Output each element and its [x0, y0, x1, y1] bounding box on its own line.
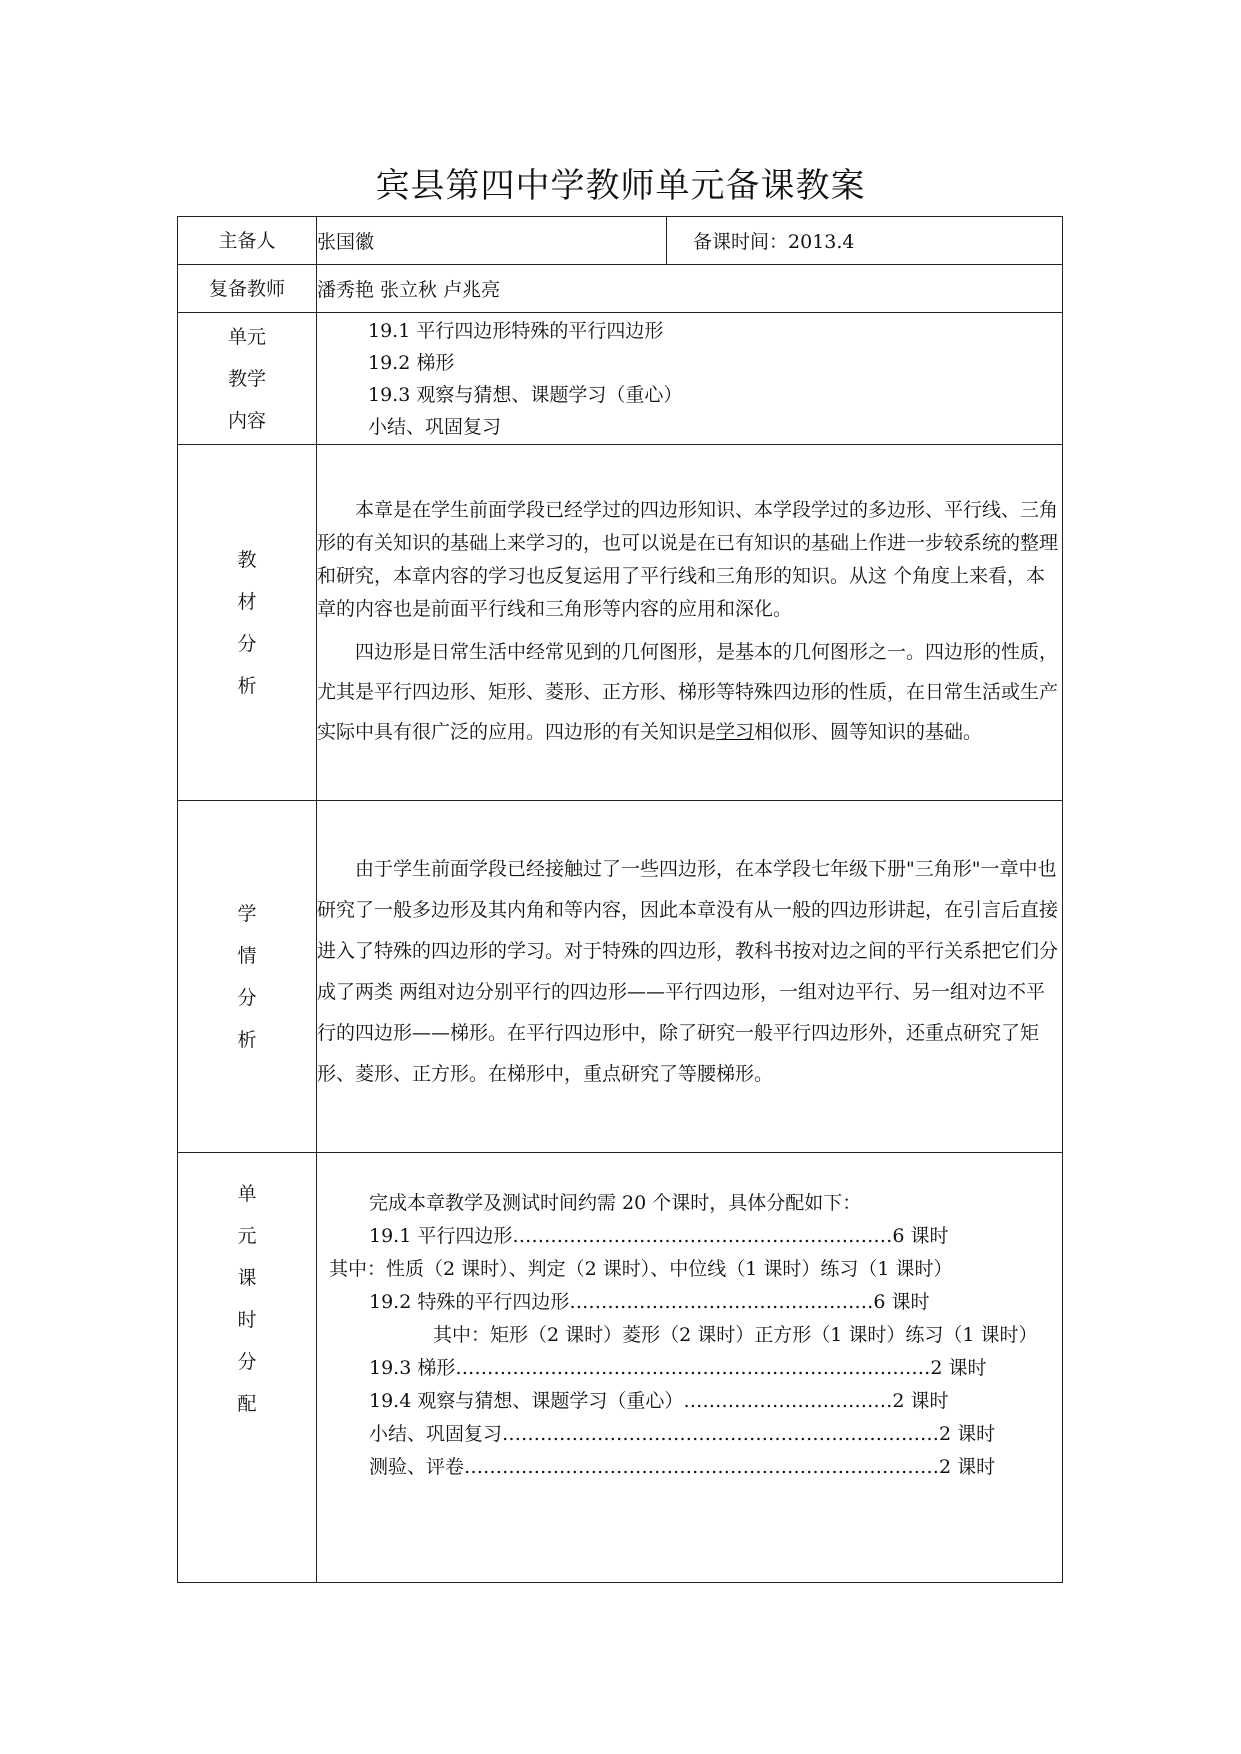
lead-teacher-label: 主备人	[178, 217, 317, 265]
unit-content-item: 19.3 观察与猜想、课题学习（重心）	[368, 383, 683, 406]
material-analysis-body	[317, 445, 1063, 801]
document-title: 宾县第四中学教师单元备课教案	[375, 166, 866, 206]
material-analysis-label-3: 分	[237, 632, 257, 655]
hour-allocation-line: 其中：性质（2 课时）、判定（2 课时）、中位线（1 课时）练习（1 课时）	[329, 1258, 953, 1280]
hour-allocation-line: 小结、巩固复习……………………………………………………………2 课时	[369, 1423, 996, 1445]
hour-allocation-line: 19.1 平行四边形……………………………………………………6 课时	[369, 1225, 949, 1247]
material-analysis-para-1: 本章是在学生前面学段已经学过的四边形知识、本学段学过的多边形、平行线、三角形的有关知识的基础上来学习的，也可以说是在已有知识的基础上作进一步较系统的整理和研究，本章内容的学习也反复运用了平行线和三角形的知识。从这 个角度上来看，本章的内容也是前面平行线和三角形等内容的应用和深化。	[317, 498, 1059, 620]
unit-content-label-3: 内容	[227, 409, 266, 432]
unit-content-item: 19.2 梯形	[368, 351, 455, 374]
unit-content-row	[178, 313, 1063, 445]
student-analysis-label-4: 析	[237, 1028, 257, 1051]
unit-content-list	[317, 313, 1063, 445]
hour-allocation-line: 其中：矩形（2 课时）菱形（2 课时）正方形（1 课时）练习（1 课时）	[433, 1324, 1038, 1346]
material-analysis-row	[178, 445, 1063, 801]
hour-allocation-label-2: 元	[237, 1225, 257, 1247]
co-teachers-label: 复备教师	[178, 265, 317, 313]
student-analysis-label-1: 学	[237, 902, 257, 925]
lead-teacher-value: 张国徽	[317, 217, 667, 265]
hour-allocation-line: 19.2 特殊的平行四边形…………………………………………6 课时	[369, 1291, 930, 1313]
hour-allocation-line: 测验、评卷…………………………………………………………………2 课时	[369, 1456, 996, 1478]
student-analysis-row	[178, 801, 1063, 1153]
unit-content-item: 小结、巩固复习	[368, 415, 502, 438]
material-analysis-para-2-main: 四边形是日常生活中经常见到的几何图形，是基本的几何图形之一。四边形的性质，尤其是平行四边形、矩形、菱形、正方形、梯形等特殊四边形的性质，在日常生活或生产实际中具有很广泛的应用。四边形的有关知识是	[317, 640, 1059, 743]
material-analysis-para-2	[317, 632, 1062, 752]
material-analysis-label-2: 材	[237, 590, 257, 613]
co-teachers-value: 潘秀艳 张立秋 卢兆亮	[317, 265, 1063, 313]
student-analysis-body	[317, 801, 1063, 1153]
prep-time	[667, 217, 1063, 265]
hour-allocation-label	[178, 1153, 317, 1583]
material-analysis-label-4: 析	[237, 674, 257, 697]
material-analysis-label-1: 教	[237, 548, 257, 571]
hour-allocation-line: 19.3 梯形…………………………………………………………………2 课时	[369, 1357, 987, 1379]
lesson-plan-table	[177, 216, 1063, 1583]
material-analysis-label	[178, 445, 317, 801]
material-analysis-para-2-tail: 相似形、圆等知识的基础。	[754, 720, 983, 743]
hour-allocation-label-6: 配	[237, 1393, 257, 1415]
prep-time-value: 2013.4	[788, 231, 855, 253]
hour-allocation-intro: 完成本章教学及测试时间约需 20 个课时，具体分配如下：	[369, 1192, 862, 1214]
lead-teacher-row	[178, 217, 1063, 265]
hour-allocation-line: 19.4 观察与猜想、课题学习（重心）……………………………2 课时	[369, 1390, 949, 1412]
student-analysis-label-3: 分	[237, 986, 257, 1009]
hour-allocation-label-5: 分	[237, 1351, 257, 1373]
co-teachers-row	[178, 265, 1063, 313]
student-analysis-para: 由于学生前面学段已经接触过了一些四边形，在本学段七年级下册"三角形"一章中也研究了一般多边形及其内角和等内容，因此本章没有从一般的四边形讲起，在引言后直接进入了特殊的四边形的学习。对于特殊的四边形，教科书按对边之间的平行关系把它们分成了两类 两组对边分别平行的四边形——平行四边形，一组对边平行、另一组对边不平行的四边形——梯形。在平行四边形中，除了研究一般平行四边形外，还重点研究了矩形、菱形、正方形。在梯形中，重点研究了等腰梯形。	[317, 858, 1059, 1085]
material-analysis-underlined-word: 学习	[716, 720, 755, 743]
hour-allocation-label-3: 课	[237, 1267, 257, 1289]
student-analysis-label-2: 情	[237, 944, 257, 967]
student-analysis-label	[178, 801, 317, 1153]
unit-content-label	[178, 313, 317, 445]
prep-time-label: 备课时间：	[693, 231, 789, 253]
unit-content-label-2: 教学	[227, 367, 266, 390]
hour-allocation-row	[178, 1153, 1063, 1583]
unit-content-item: 19.1 平行四边形特殊的平行四边形	[368, 319, 664, 342]
unit-content-label-1: 单元	[227, 325, 266, 348]
hour-allocation-label-1: 单	[237, 1183, 257, 1205]
hour-allocation-body	[317, 1153, 1063, 1583]
hour-allocation-label-4: 时	[237, 1309, 257, 1331]
